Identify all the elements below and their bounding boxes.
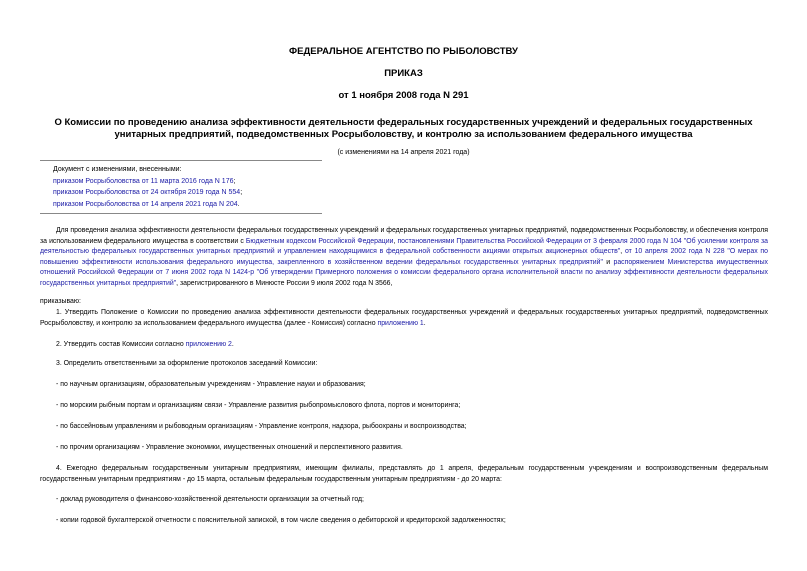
order-word: приказываю: xyxy=(40,298,81,305)
change-item: приказом Росрыболовства от 11 марта 2016 года N 176; xyxy=(53,177,236,185)
changes-block xyxy=(53,164,343,210)
ministry-order-link[interactable]: распоряжением Министерства имущественных отношений Российской Федерации от 7 июня 2002 года N 1424-р "Об утверждении Примерного положения о комиссии федерального органа исполнительной власти по анализу эффективности деятельности федеральных государственных унитарных предприятий" xyxy=(40,258,769,287)
list-item: - копии годовой бухгалтерской отчетности с пояснительной запиской, в том числе сведения о дебиторской и кредиторской задолженностях; xyxy=(56,517,506,524)
change-item: приказом Росрыболовства от 14 апреля 2021 года N 204. xyxy=(53,200,240,208)
change-link-2[interactable]: приказом Росрыболовства от 24 октября 2019 года N 554 xyxy=(53,189,241,196)
agency-name: ФЕДЕРАЛЬНОЕ АГЕНТСТВО ПО РЫБОЛОВСТВУ xyxy=(289,46,518,57)
list-item: - по бассейновым управлениям и рыбоводным организациям - Управление контроля, надзора, рыбоохраны и воспроизводства; xyxy=(56,423,467,430)
change-link-3[interactable]: приказом Росрыболовства от 14 апреля 2021 года N 204 xyxy=(53,200,238,208)
change-link-1[interactable]: приказом Росрыболовства от 11 марта 2016 года N 176 xyxy=(53,177,234,185)
appendix-2-link[interactable]: приложению 2 xyxy=(185,341,232,348)
item-3: 3. Определить ответственными за оформление протоколов заседаний Комиссии: xyxy=(56,360,318,367)
change-item: приказом Росрыболовства от 24 октября 2019 года N 554; xyxy=(53,189,243,196)
list-item: - по научным организациям, образовательным учреждениям - Управление науки и образования; xyxy=(56,381,366,388)
document-type: ПРИКАЗ xyxy=(384,68,423,79)
list-item: - по морским рыбным портам и организациям связи - Управление развития рыбопромыслового флота, портов и мониторинга; xyxy=(56,402,461,409)
edition-note: (с изменениями на 14 апреля 2021 года) xyxy=(337,149,470,156)
item-2: 2. Утвердить состав Комиссии согласно приложению 2. xyxy=(56,341,234,348)
document-date-number: от 1 ноября 2008 года N 291 xyxy=(338,90,469,101)
changes-intro: Документ с изменениями, внесенными: xyxy=(53,166,182,173)
preamble-paragraph: Для проведения анализа эффективности деятельности федеральных государственных учреждений и федеральных государственных унитарных предприятий, подведомственных Росрыболовству, и обеспечения контроля за использованием федерального имущества в соответствии с Бюджетным кодексом Российской Федерации, постановлениями Правительства Российской Федерации от 3 февраля 2000 года N 104 "Об усилении контроля за деятельностью федеральных государственных унитарных предприятий и управлением находящимися в федеральной собственности акциями открытых акционерных обществ", от 10 апреля 2002 года N 228 "О мерах по повышению эффективности использования федерального имущества, закрепленного в хозяйственном ведении федеральных государственных унитарных предприятий" и распоряжением Министерства имущественных отношений Российской Федерации от 7 июня 2002 года N 1424-р "Об утверждении Примерного положения о комиссии федерального органа исполнительной власти по анализу эффективности деятельности федеральных государственных унитарных предприятий", зарегистрированного в Минюсте России 9 июля 2002 года N 3566, xyxy=(40,227,769,287)
document-title: О Комиссии по проведению анализа эффективности деятельности федеральных государственных учреждений и федеральных государственных унитарных предприятий, подведомственных Росрыболовству, и контролю за использованием федерального имущества xyxy=(54,117,753,140)
list-item: - доклад руководителя о финансово-хозяйственной деятельности организации за отчетный год; xyxy=(56,496,364,503)
divider-top xyxy=(40,160,322,161)
decree-228-link[interactable]: от 10 апреля 2002 года N 228 "О мерах по повышению эффективности использования федерального имущества, закрепленного в хозяйственном ведении федеральных государственных унитарных предприятий" xyxy=(40,248,768,266)
appendix-1-link[interactable]: приложению 1 xyxy=(377,319,424,327)
item-1: 1. Утвердить Положение о Комиссии по проведению анализа эффективности деятельности федеральных государственных учреждений и федеральных государственных унитарных предприятий, подведомственных Росрыболовству, и контролю за использованием федерального имущества (далее - Комиссия) согласно приложению 1. xyxy=(40,309,768,327)
list-item: - по прочим организациям - Управление экономики, имущественных отношений и перспективного развития. xyxy=(56,444,403,451)
budget-code-link[interactable]: Бюджетным кодексом Российской Федерации xyxy=(245,237,394,245)
item-4: 4. Ежегодно федеральным государственным унитарным предприятиям, имеющим филиалы, представлять до 1 апреля, федеральным государственным учреждениям и воспроизводственным федеральным государственным унитарным предприятиям - до 15 марта, остальным федеральным государственным унитарным предприятиям - до 20 марта: xyxy=(40,465,768,483)
government-decree-link[interactable]: постановлениями Правительства Российской Федерации от 3 февраля 2000 года N 104 "Об усилении контроля за деятельностью федеральных государственных унитарных предприятий и управлением находящимися в федеральной собственности акциями открытых акционерных обществ" xyxy=(40,237,768,255)
divider-bottom xyxy=(40,213,322,214)
